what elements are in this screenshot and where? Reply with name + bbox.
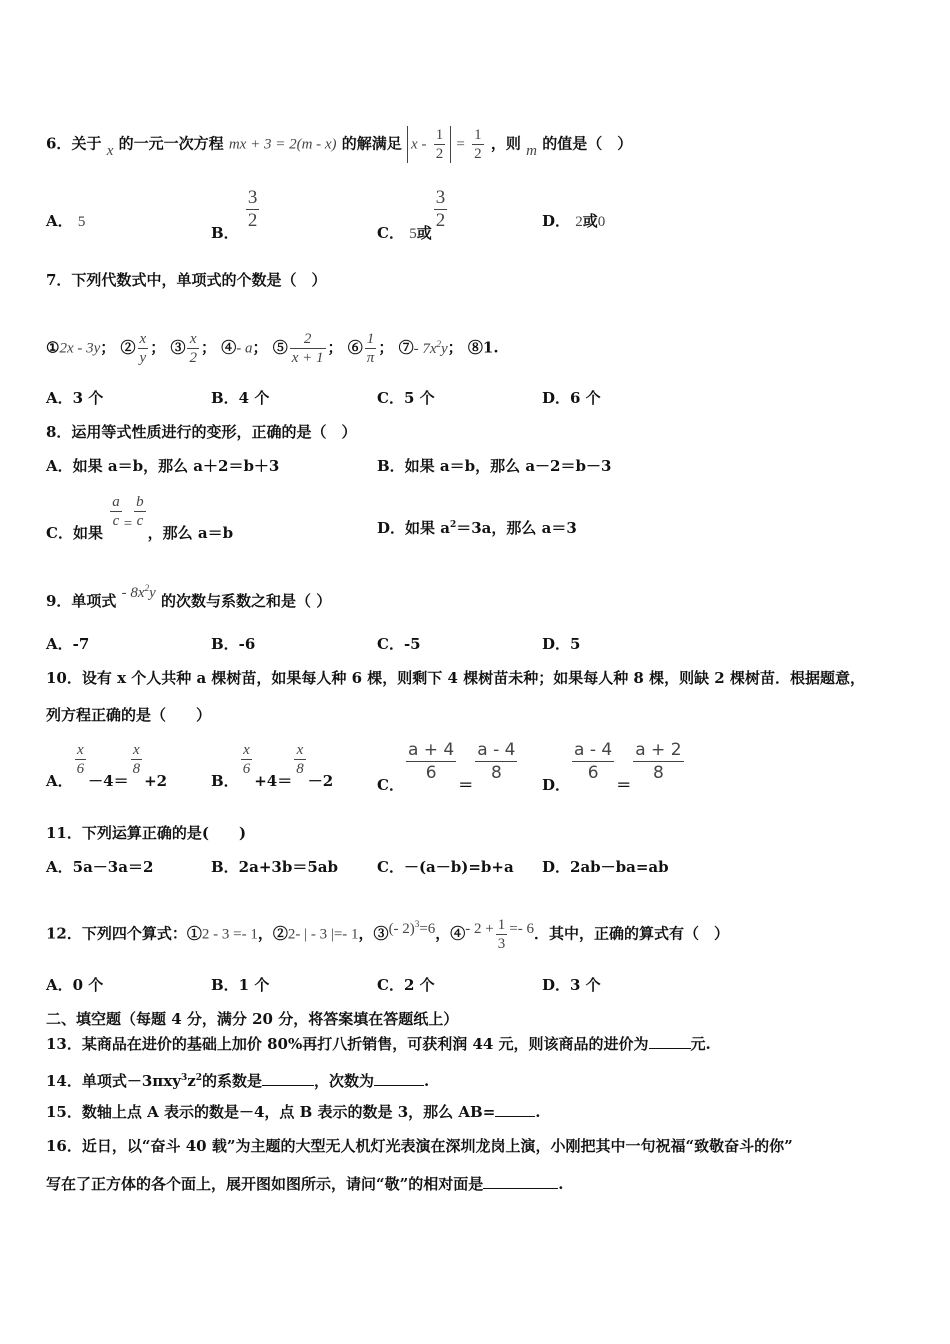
- option-label: A．: [46, 771, 73, 790]
- equals: =: [123, 515, 133, 532]
- question-7-stem: 7．下列代数式中，单项式的个数是（ ）: [46, 271, 327, 289]
- question-8-options-ab: [46, 456, 906, 476]
- item-marker: ⑥: [347, 338, 363, 357]
- option-c[interactable]: C．－(a－b)=b+a: [377, 858, 514, 876]
- expr-1: 2 - 3 =- 1: [201, 926, 258, 943]
- question-10-stem-line2: 列方程正确的是（ ）: [46, 706, 212, 724]
- numerator: a - 4: [574, 740, 613, 760]
- separator: ；: [447, 338, 463, 357]
- numerator: 1: [435, 127, 444, 143]
- option-a[interactable]: [46, 741, 168, 790]
- exponent: 3: [414, 918, 420, 929]
- stem-text: 14．单项式－3πxy: [46, 1072, 181, 1090]
- option-d[interactable]: [377, 515, 577, 538]
- option-label: D．: [542, 775, 571, 794]
- item-marker: ④: [221, 338, 237, 357]
- stem-text: ，则: [490, 134, 521, 153]
- separator: ；: [150, 338, 166, 357]
- numerator: a: [112, 494, 120, 510]
- denominator: c: [112, 513, 120, 529]
- stem-text: 15．数轴上点 A 表示的数是－4，点 B 表示的数是 3，那么 AB=: [46, 1103, 496, 1121]
- fraction: [241, 741, 253, 778]
- exponent: 3: [180, 1073, 188, 1083]
- option-fraction: [434, 187, 448, 232]
- stem-text: ，②: [257, 924, 288, 943]
- denominator: 2: [435, 210, 446, 231]
- fraction: [572, 739, 614, 784]
- stem-text: 12．下列四个算式：①: [46, 924, 202, 943]
- expr-part: y: [440, 340, 448, 357]
- fraction: [406, 739, 456, 784]
- question-12-stem: [46, 916, 729, 953]
- option-c[interactable]: C．-5: [377, 635, 421, 653]
- numerator: a + 2: [635, 740, 682, 760]
- expr-part: =- 6: [509, 920, 534, 937]
- denominator: 8: [296, 761, 304, 777]
- option-value: 2: [575, 214, 583, 230]
- question-11-options: [46, 857, 906, 877]
- denominator: 6: [587, 763, 599, 783]
- numerator: 3: [247, 187, 258, 208]
- fraction: [294, 741, 306, 778]
- var-x: x: [106, 142, 114, 159]
- option-b[interactable]: B．4 个: [211, 389, 270, 407]
- question-9-options: [46, 634, 906, 654]
- expr-part: =6: [419, 920, 436, 937]
- expr-2: [138, 330, 149, 367]
- option-b[interactable]: B．2a+3b＝5ab: [211, 858, 338, 876]
- option-d[interactable]: D．6 个: [542, 389, 601, 407]
- item-marker: ②: [120, 338, 136, 357]
- or-text: 或: [582, 212, 598, 230]
- question-6-stem: [46, 126, 632, 163]
- stem-text: 写在了正方体的各个面上，展开图如图所示，请问“敬”的相对面是: [46, 1175, 484, 1193]
- option-d[interactable]: D．2ab－ba=ab: [542, 858, 669, 876]
- equation: mx + 3 = 2(m - x): [228, 136, 337, 153]
- expr-part: - 8x: [121, 585, 145, 601]
- separator: ；: [327, 338, 343, 357]
- option-text: －4＝: [88, 771, 129, 790]
- option-c[interactable]: C．5 个: [377, 389, 435, 407]
- equals: =: [456, 136, 465, 153]
- option-label: B．: [211, 771, 239, 790]
- numerator: a + 4: [407, 740, 455, 760]
- item-marker: ①: [46, 338, 60, 357]
- stem-text: ．其中，正确的算式有（ ）: [533, 924, 729, 943]
- question-9-stem: [46, 583, 332, 612]
- numerator: 1: [474, 127, 482, 143]
- option-a[interactable]: A．如果 a＝b，那么 a＋2＝b＋3: [46, 457, 280, 475]
- option-fraction: [246, 187, 260, 232]
- option-text: D．如果 a: [377, 519, 450, 537]
- option-b[interactable]: [211, 187, 261, 242]
- numerator: x: [75, 741, 87, 760]
- numerator: x: [241, 741, 253, 760]
- stem-text: .: [424, 1072, 430, 1090]
- question-number: 6．: [46, 134, 72, 153]
- denominator: 8: [652, 763, 664, 783]
- denominator: 6: [242, 761, 251, 777]
- question-12-options: [46, 975, 906, 995]
- expr-5: [290, 330, 326, 367]
- answer-blank[interactable]: [262, 1071, 314, 1086]
- option-label: D．: [542, 212, 571, 230]
- expr-2: 2- | - 3 |=- 1: [287, 926, 359, 943]
- fraction: [633, 739, 683, 784]
- stem-text: 元.: [690, 1035, 711, 1053]
- numerator: 3: [435, 187, 446, 208]
- fraction-rhs: [472, 126, 484, 163]
- question-13: [46, 1034, 711, 1054]
- question-11-stem: 11．下列运算正确的是( ): [46, 824, 247, 842]
- question-14: [46, 1068, 429, 1091]
- denominator: y: [139, 350, 147, 366]
- question-7-expressions: [46, 330, 499, 367]
- fraction-b-over-c: [134, 493, 146, 530]
- option-c[interactable]: [377, 187, 449, 242]
- option-a[interactable]: A．0 个: [46, 976, 104, 994]
- option-a[interactable]: A．5a－3a＝2: [46, 858, 154, 876]
- question-15: [46, 1102, 541, 1122]
- answer-blank[interactable]: [495, 1102, 535, 1117]
- fraction: [475, 739, 517, 784]
- exponent: 2: [449, 520, 457, 530]
- section-heading: 二、填空题（每题 4 分，满分 20 分，将答案填在答题纸上）: [46, 1010, 459, 1028]
- numerator: x: [139, 331, 147, 347]
- option-label: C．: [377, 223, 404, 242]
- fraction: [131, 741, 143, 778]
- option-c[interactable]: C．2 个: [377, 976, 435, 994]
- option-b[interactable]: B．1 个: [211, 976, 270, 994]
- option-b[interactable]: B．如果 a＝b，那么 a－2＝b－3: [377, 457, 612, 475]
- option-d[interactable]: [542, 211, 605, 232]
- denominator: 2: [247, 210, 258, 231]
- question-7-options: [46, 388, 906, 408]
- item-marker: ⑤: [272, 338, 288, 357]
- monomial: [122, 585, 156, 601]
- separator: ；: [252, 338, 268, 357]
- expr-6: [365, 330, 377, 367]
- denominator: 8: [132, 761, 141, 777]
- fraction-a-over-c: [110, 493, 122, 530]
- expr-8: ⑧1.: [467, 338, 499, 357]
- expr-3: [388, 918, 436, 937]
- fraction-third: [496, 916, 508, 953]
- stem-text: ，次数为: [314, 1072, 375, 1090]
- stem-text: ，④: [435, 924, 466, 943]
- option-value: 5: [77, 214, 86, 230]
- answer-blank[interactable]: [649, 1034, 691, 1049]
- fraction: [75, 741, 87, 778]
- option-text: +4＝: [254, 771, 293, 790]
- option-label: B．: [211, 223, 239, 242]
- exponent: 2: [195, 1073, 203, 1083]
- expr-4: - a: [236, 340, 253, 357]
- stem-text: .: [558, 1175, 564, 1193]
- exponent: 2: [436, 338, 441, 349]
- stem-text: ，③: [358, 924, 389, 943]
- option-d[interactable]: [542, 739, 686, 794]
- stem-text: 的解满足: [341, 134, 402, 153]
- denominator: 6: [425, 763, 437, 783]
- numerator: 1: [365, 330, 377, 349]
- item-marker: ⑦: [398, 338, 414, 357]
- stem-text: .: [535, 1103, 541, 1121]
- denominator: 2: [435, 146, 444, 162]
- numerator: 1: [497, 917, 506, 933]
- option-a[interactable]: A．3 个: [46, 389, 104, 407]
- option-d[interactable]: D．5: [542, 635, 581, 653]
- expr-7: [413, 338, 448, 357]
- denominator: 3: [497, 936, 506, 952]
- option-c[interactable]: [377, 739, 519, 794]
- numerator: x: [187, 330, 199, 349]
- question-10-stem-line1: 10．设有 x 个人共种 a 棵树苗，如果每人种 6 棵，则剩下 4 棵树苗未种；如果每人种 8 棵，则缺 2 棵树苗．根据题意，: [46, 669, 865, 687]
- question-16-line2: [46, 1174, 564, 1194]
- numerator: 2: [290, 330, 326, 349]
- separator: ；: [100, 338, 116, 357]
- stem-text: 13．某商品在进价的基础上加价 80%再打八折销售，可获利润 44 元，则该商品的进价为: [46, 1035, 649, 1053]
- option-text: －2: [307, 771, 334, 790]
- expr-part: y: [149, 585, 156, 601]
- denominator: x + 1: [291, 350, 324, 366]
- stem-text: 的次数与系数之和是（ ）: [160, 592, 332, 610]
- numerator: x: [131, 741, 143, 760]
- stem-text: 的系数是: [202, 1072, 263, 1090]
- item-marker: ③: [170, 338, 186, 357]
- abs-expr: x -: [411, 136, 427, 153]
- fraction-half: [434, 126, 446, 163]
- option-value: 0: [597, 214, 606, 230]
- option-text: ＝3a，那么 a＝3: [456, 519, 577, 537]
- stem-text: z: [187, 1072, 196, 1090]
- separator: ；: [378, 338, 394, 357]
- or-text: 或: [416, 223, 432, 242]
- option-a[interactable]: [46, 211, 85, 232]
- equals: ＝: [616, 775, 632, 794]
- option-b[interactable]: [211, 741, 334, 790]
- option-text: +2: [144, 771, 168, 790]
- option-text: ，那么 a＝b: [147, 523, 234, 542]
- numerator: x: [294, 741, 306, 760]
- question-16-line1: 16．近日，以“奋斗 40 载”为主题的大型无人机灯光表演在深圳龙岗上演，小刚把其中一句祝福“致敬奋斗的你”: [46, 1137, 793, 1155]
- var-m: m: [526, 142, 537, 159]
- stem-text: 的值是（ ）: [542, 134, 633, 153]
- option-label: A．: [46, 212, 73, 230]
- answer-blank[interactable]: [374, 1071, 424, 1086]
- separator: ；: [200, 338, 216, 357]
- denominator: π: [366, 350, 375, 366]
- denominator: 2: [474, 146, 482, 162]
- exponent: 2: [144, 583, 150, 593]
- expr-1: 2x - 3y: [59, 340, 101, 357]
- option-a[interactable]: A．-7: [46, 635, 90, 653]
- denominator: c: [136, 513, 144, 529]
- numerator: b: [136, 494, 144, 510]
- option-d[interactable]: D．3 个: [542, 976, 601, 994]
- denominator: 6: [76, 761, 85, 777]
- stem-text: 关于: [71, 134, 102, 153]
- stem-text: 9．单项式: [46, 592, 117, 610]
- denominator: 2: [189, 350, 197, 366]
- expr-part: - 2 +: [465, 920, 494, 937]
- option-c[interactable]: [46, 493, 234, 542]
- answer-blank[interactable]: [483, 1174, 558, 1189]
- expr-part: - 7x: [413, 340, 437, 357]
- denominator: 8: [490, 763, 502, 783]
- equals: ＝: [458, 775, 474, 794]
- stem-text: 的一元一次方程: [118, 134, 224, 153]
- option-value: 5: [409, 225, 417, 242]
- question-8-options-cd: [46, 494, 906, 542]
- option-label: C．: [377, 775, 404, 794]
- option-b[interactable]: B．-6: [211, 635, 256, 653]
- option-text: C．如果: [46, 523, 103, 542]
- question-10-options: [46, 740, 906, 794]
- question-6-options: [46, 187, 906, 242]
- question-8-stem: 8．运用等式性质进行的变形，正确的是（ ）: [46, 423, 357, 441]
- expr-part: (- 2): [388, 920, 415, 937]
- expr-3: [187, 330, 199, 367]
- absolute-value: [407, 126, 451, 163]
- numerator: a - 4: [477, 740, 516, 760]
